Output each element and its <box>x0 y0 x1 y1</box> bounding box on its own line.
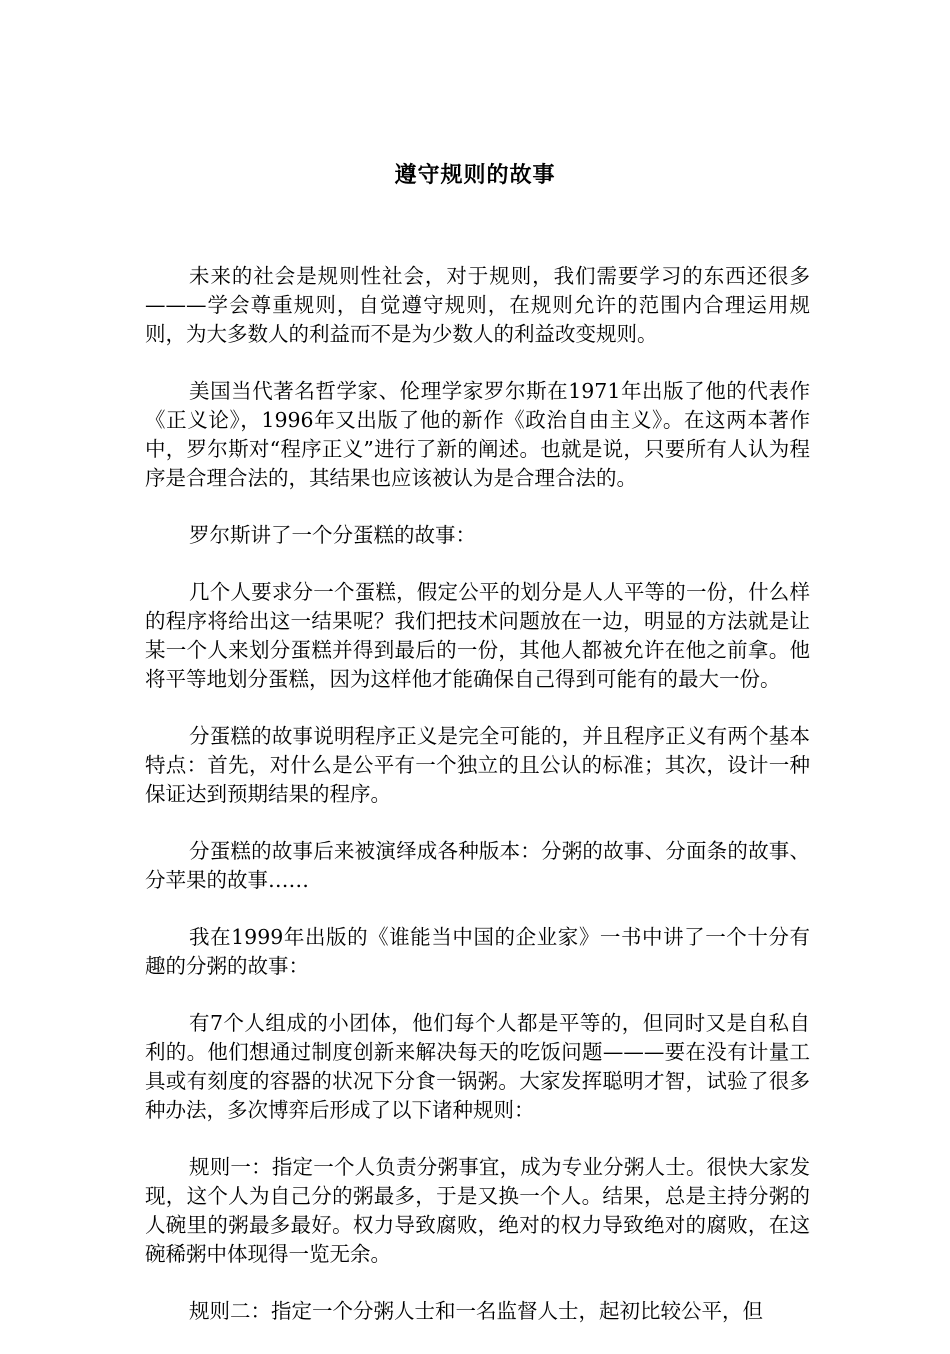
document-title: 遵守规则的故事 <box>394 162 556 188</box>
paragraph: 分蛋糕的故事说明程序正义是完全可能的，并且程序正义有两个基本特点：首先，对什么是公平有一个独立的且公认的标准；其次，设计一种保证达到预期结果的程序。 <box>145 724 810 806</box>
paragraph: 未来的社会是规则性社会，对于规则，我们需要学习的东西还很多———学会尊重规则，自觉遵守规则，在规则允许的范围内合理运用规则，为大多数人的利益而不是为少数人的利益改变规则。 <box>145 264 810 346</box>
document-body <box>145 262 810 1354</box>
paragraph: 几个人要求分一个蛋糕，假定公平的划分是人人平等的一份，什么样的程序将给出这一结果呢？我们把技术问题放在一边，明显的方法就是让某一个人来划分蛋糕并得到最后的一份，其他人都被允许在他之前拿。他将平等地划分蛋糕，因为这样他才能确保自己得到可能有的最大一份。 <box>145 580 810 691</box>
paragraph: 分蛋糕的故事后来被演绎成各种版本：分粥的故事、分面条的故事、分苹果的故事…… <box>145 839 810 892</box>
paragraph: 有7个人组成的小团体，他们每个人都是平等的，但同时又是自私自利的。他们想通过制度创新来解决每天的吃饭问题———要在没有计量工具或有刻度的容器的状况下分食一锅粥。大家发挥聪明才智，试验了很多种办法，多次博弈后形成了以下诸种规则： <box>145 1011 810 1122</box>
paragraph: 规则一：指定一个人负责分粥事宜，成为专业分粥人士。很快大家发现，这个人为自己分的粥最多，于是又换一个人。结果，总是主持分粥的人碗里的粥最多最好。权力导致腐败，绝对的权力导致绝对的腐败，在这碗稀粥中体现得一览无余。 <box>145 1155 810 1266</box>
paragraph: 美国当代著名哲学家、伦理学家罗尔斯在1971年出版了他的代表作《正义论》，1996年又出版了他的新作《政治自由主义》。在这两本著作中，罗尔斯对“程序正义”进行了新的阐述。也就是说，只要所有人认为程序是合理合法的，其结果也应该被认为是合理合法的。 <box>145 379 810 490</box>
paragraph: 规则二：指定一个分粥人士和一名监督人士，起初比较公平，但 <box>189 1299 763 1323</box>
paragraph: 我在1999年出版的《谁能当中国的企业家》一书中讲了一个十分有趣的分粥的故事： <box>145 925 810 978</box>
paragraph: 罗尔斯讲了一个分蛋糕的故事： <box>189 523 476 547</box>
